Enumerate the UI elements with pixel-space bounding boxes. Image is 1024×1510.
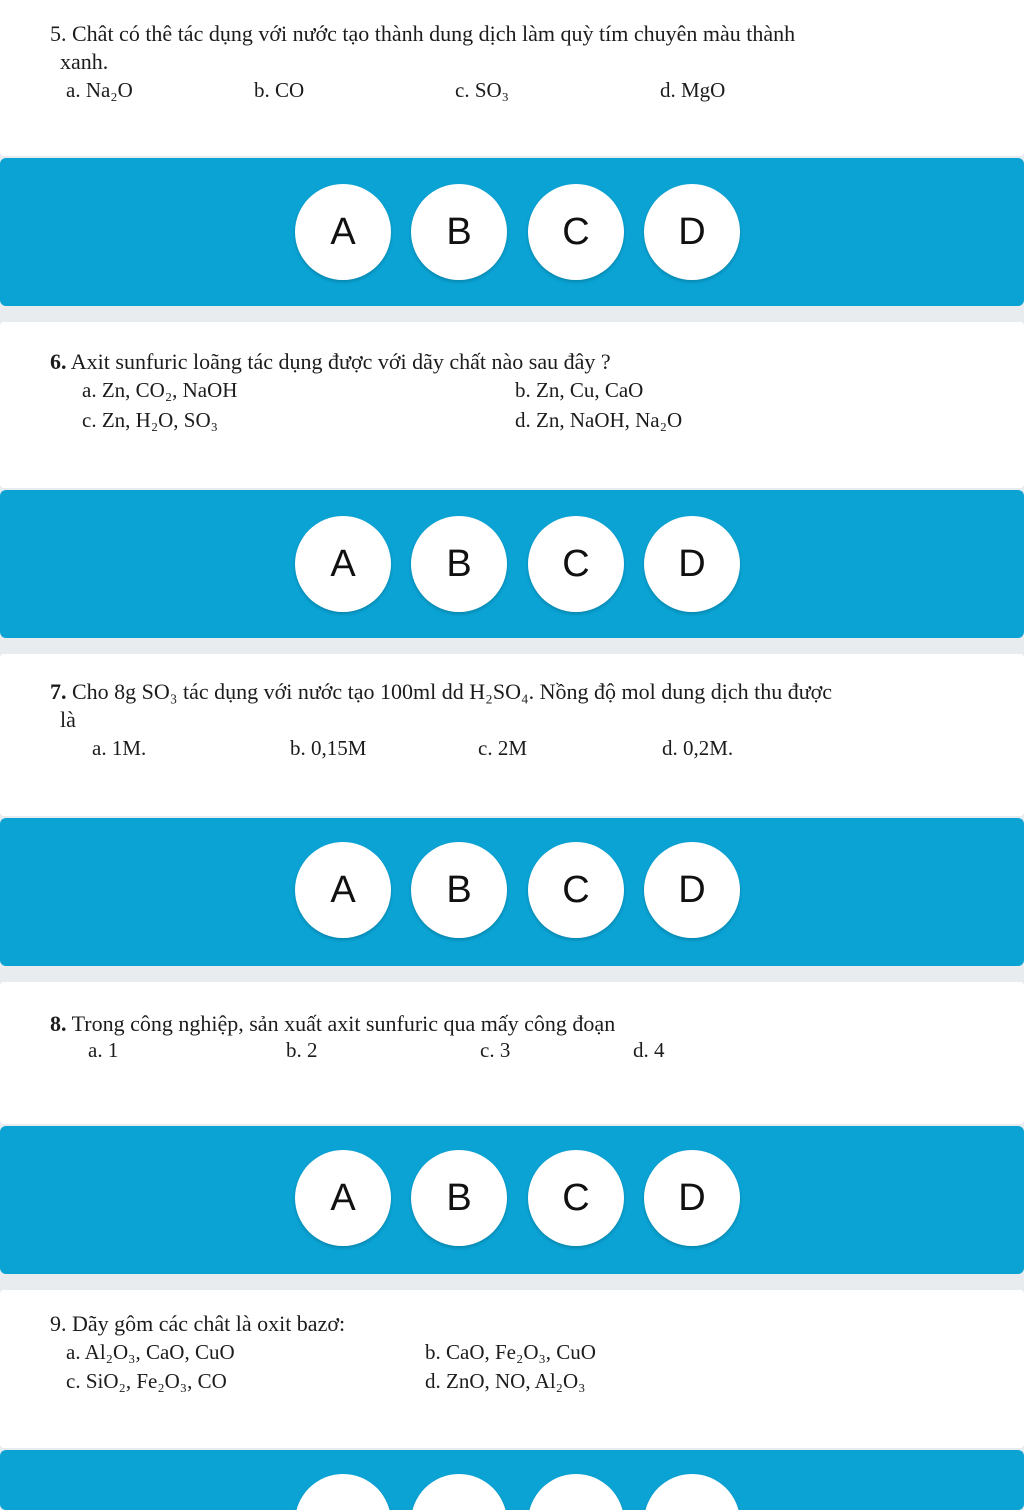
option-c: c. 3 bbox=[480, 1038, 511, 1062]
option-a: a. 1 bbox=[88, 1038, 119, 1062]
answer-band-6 bbox=[0, 490, 1024, 638]
option-d: d. MgO bbox=[660, 78, 726, 102]
answer-button-a[interactable]: A bbox=[295, 842, 391, 938]
question-card-6 bbox=[0, 322, 1024, 488]
question-card-9 bbox=[0, 1290, 1024, 1448]
option-b: b. CO bbox=[254, 78, 305, 102]
answer-button-d[interactable]: D bbox=[644, 842, 740, 938]
answer-band-5 bbox=[0, 158, 1024, 306]
option-a: a. Na₂O bbox=[66, 78, 133, 102]
question-text-5-cont: xanh. bbox=[60, 49, 109, 74]
question-number: 9. bbox=[50, 1311, 67, 1336]
answer-button-c[interactable]: C bbox=[528, 184, 624, 280]
question-text-6 bbox=[50, 348, 611, 376]
option-b: b. Zn, Cu, CaO bbox=[515, 378, 644, 402]
option-c: c. Zn, H₂O, SO₃ bbox=[82, 408, 218, 432]
question-card-8 bbox=[0, 982, 1024, 1124]
option-c: c. 2M bbox=[478, 736, 527, 760]
option-d: d. ZnO, NO, Al₂O₃ bbox=[425, 1369, 586, 1393]
question-line: Chât có thê tác dụng với nước tạo thành dung dịch làm quỳ tím chuyên màu thành bbox=[72, 21, 796, 46]
answer-band-8 bbox=[0, 1126, 1024, 1274]
question-text-8 bbox=[50, 1010, 615, 1038]
question-number: 7. bbox=[50, 679, 67, 704]
option-b: b. 0,15M bbox=[290, 736, 367, 760]
option-b: b. CaO, Fe₂O₃, CuO bbox=[425, 1340, 596, 1364]
option-a: a. Zn, CO₂, NaOH bbox=[82, 378, 238, 402]
answer-button-c[interactable]: C bbox=[528, 1150, 624, 1246]
answer-button-c[interactable]: C bbox=[528, 516, 624, 612]
answer-band-9 bbox=[0, 1450, 1024, 1510]
option-c: c. SO₃ bbox=[455, 78, 509, 102]
answer-button-c[interactable]: C bbox=[528, 842, 624, 938]
question-line: Dãy gôm các chât là oxit bazơ: bbox=[72, 1311, 346, 1336]
question-line: Axit sunfuric loãng tác dụng được với dãy chất nào sau đây ? bbox=[70, 349, 611, 374]
answer-button-a[interactable]: A bbox=[295, 184, 391, 280]
question-card-7 bbox=[0, 654, 1024, 816]
option-b: b. 2 bbox=[286, 1038, 318, 1062]
option-d: d. 4 bbox=[633, 1038, 665, 1062]
answer-button-b[interactable] bbox=[411, 1474, 507, 1510]
answer-button-a[interactable]: A bbox=[295, 1150, 391, 1246]
question-number: 8. bbox=[50, 1011, 67, 1036]
answer-button-d[interactable]: D bbox=[644, 1150, 740, 1246]
option-c: c. SiO₂, Fe₂O₃, CO bbox=[66, 1369, 227, 1393]
answer-button-a[interactable]: A bbox=[295, 516, 391, 612]
answer-band-7 bbox=[0, 818, 1024, 966]
question-card-5 bbox=[0, 0, 1024, 156]
answer-button-b[interactable]: B bbox=[411, 184, 507, 280]
option-a: a. Al₂O₃, CaO, CuO bbox=[66, 1340, 235, 1364]
question-line: Trong công nghiệp, sản xuất axit sunfuric qua mấy công đoạn bbox=[71, 1011, 616, 1036]
question-text-9 bbox=[50, 1310, 345, 1338]
answer-button-c[interactable] bbox=[528, 1474, 624, 1510]
answer-button-d[interactable]: D bbox=[644, 516, 740, 612]
answer-button-b[interactable]: B bbox=[411, 516, 507, 612]
answer-button-b[interactable]: B bbox=[411, 1150, 507, 1246]
question-line: Cho 8g SO₃ tác dụng với nước tạo 100ml dd H₂SO₄. Nồng độ mol dung dịch thu được bbox=[72, 679, 833, 704]
option-d: d. Zn, NaOH, Na₂O bbox=[515, 408, 683, 432]
option-a: a. 1M. bbox=[92, 736, 147, 760]
question-text-5 bbox=[50, 20, 795, 48]
question-number: 5. bbox=[50, 21, 67, 46]
question-text-7 bbox=[50, 678, 832, 706]
question-number: 6. bbox=[50, 349, 67, 374]
answer-button-b[interactable]: B bbox=[411, 842, 507, 938]
option-d: d. 0,2M. bbox=[662, 736, 734, 760]
answer-button-a[interactable] bbox=[295, 1474, 391, 1510]
answer-button-d[interactable]: D bbox=[644, 184, 740, 280]
answer-button-d[interactable] bbox=[644, 1474, 740, 1510]
question-text-7-cont: là bbox=[60, 707, 76, 732]
